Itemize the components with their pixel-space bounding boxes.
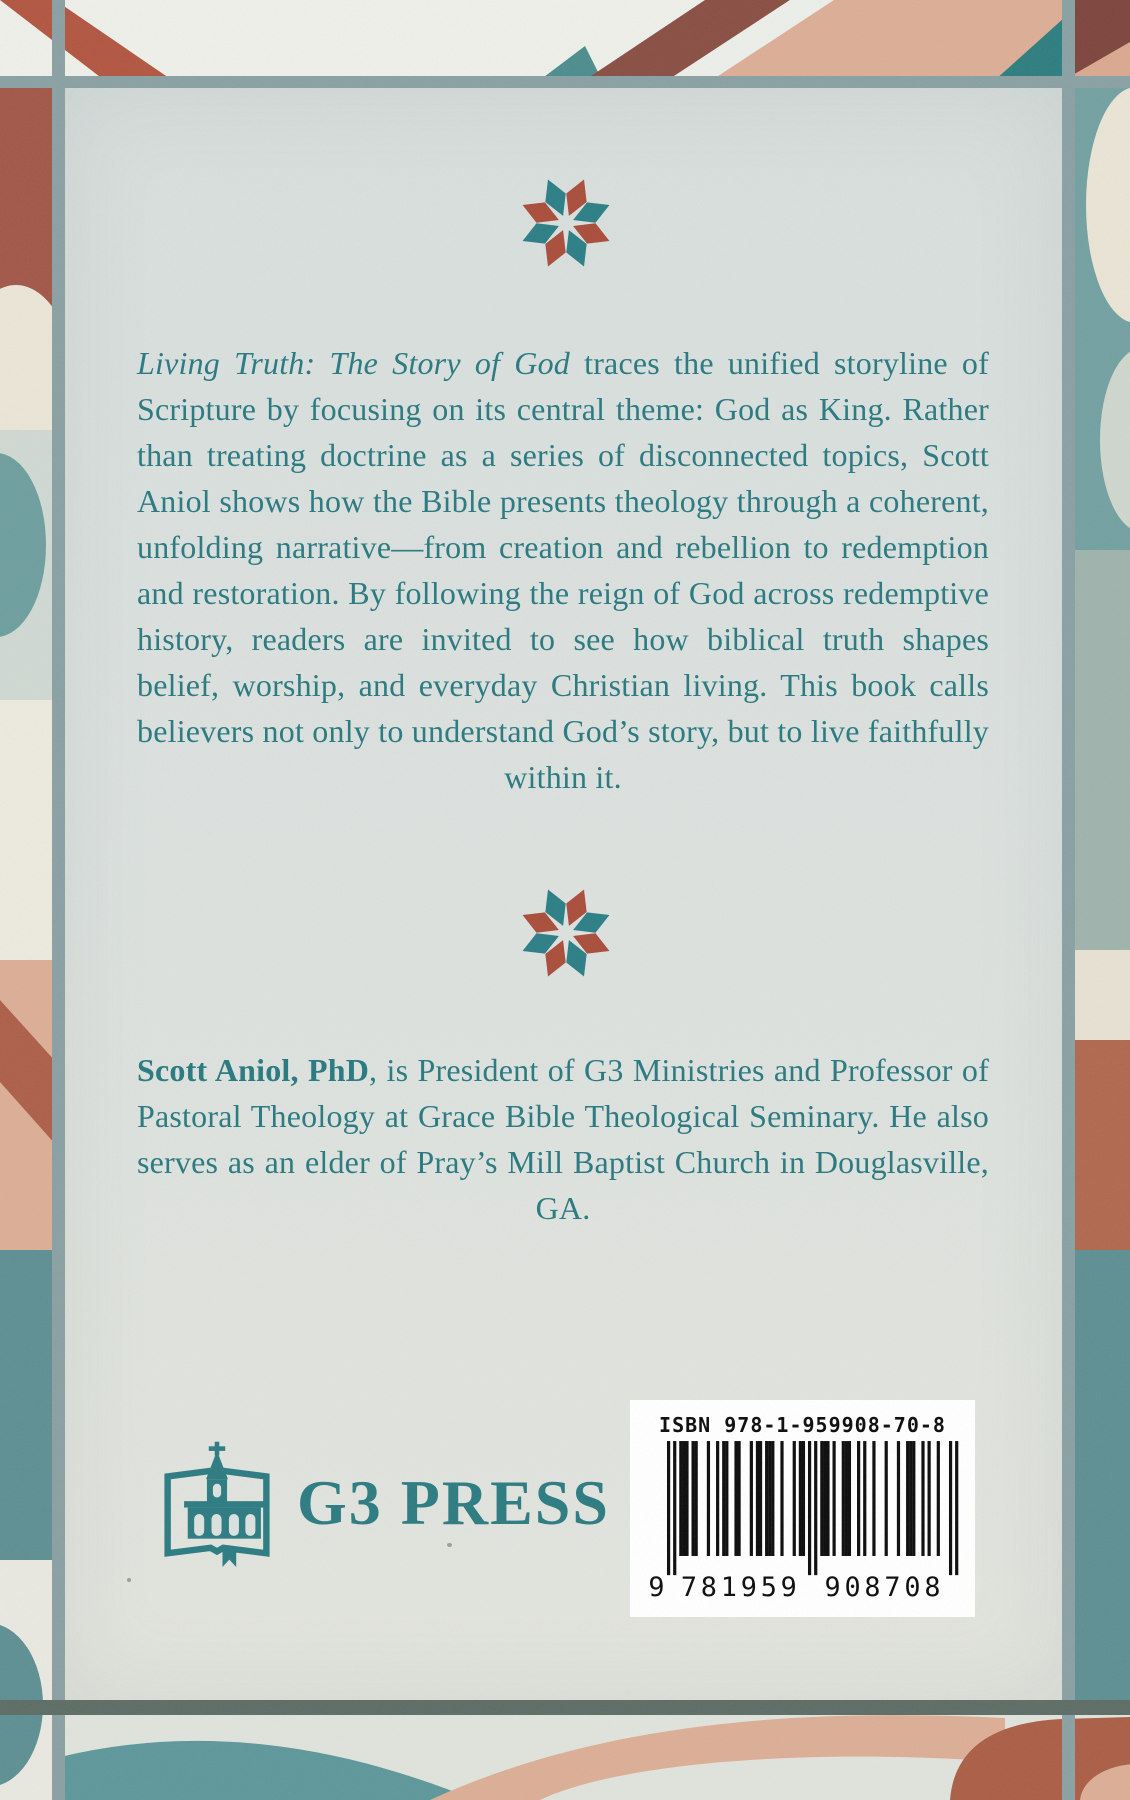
stone-speck — [127, 1578, 131, 1582]
grout-bottom — [0, 1700, 1130, 1715]
stone-speck — [447, 1543, 452, 1547]
star-petals — [518, 175, 613, 270]
blurb-text: traces the unified storyline of Scripture by focusing on its central theme: God as King. Rather than treating doctrine as a series of disconnected topics, Scott Aniol shows how the Bible presents theology through a coherent, unfolding narrative—from creation and rebellion to redemption and restoration. By following the reign of God across redemptive history, readers are invited to see how biblical truth shapes belief, worship, and everyday Christian living. This book calls believers not only to understand God’s story, but to live faithfully within it. — [137, 345, 989, 795]
author-bio — [137, 1047, 989, 1231]
back-cover-blurb — [137, 340, 989, 800]
barcode-bars — [666, 1441, 957, 1575]
ean13-barcode — [644, 1441, 962, 1602]
barcode-digits-group2: 908708 — [824, 1572, 944, 1602]
left-white-tile — [0, 700, 56, 960]
star-petals — [518, 885, 613, 980]
eight-point-star-ornament-middle — [518, 885, 614, 981]
left-teal-tile — [0, 1250, 56, 1560]
isbn-label: ISBN 978-1-959908-70-8 — [659, 1413, 946, 1437]
publisher-logo — [153, 1436, 610, 1570]
publisher-name: G3 PRESS — [297, 1467, 610, 1538]
grout-left — [52, 0, 65, 1800]
g3-press-book-church-icon — [153, 1439, 281, 1567]
barcode-digits-group1: 781959 — [680, 1572, 801, 1602]
author-name: Scott Aniol, PhD — [137, 1052, 370, 1088]
barcode-digit-lead: 9 — [647, 1572, 665, 1602]
bio-text: , is President of G3 Ministries and Professor of Pastoral Theology at Grace Bible Theological Seminary. He also serves as an elder of Pray’s Mill Baptist Church in Douglasville, GA. — [137, 1052, 989, 1226]
grout-right — [1062, 0, 1075, 1800]
bookmark-tab — [222, 1550, 236, 1567]
cover-panel — [65, 88, 1062, 1700]
grout-top — [0, 76, 1130, 88]
book-title: Living Truth: The Story of God — [137, 345, 570, 381]
eight-point-star-ornament-top — [518, 175, 614, 271]
isbn-barcode-box — [630, 1400, 975, 1617]
